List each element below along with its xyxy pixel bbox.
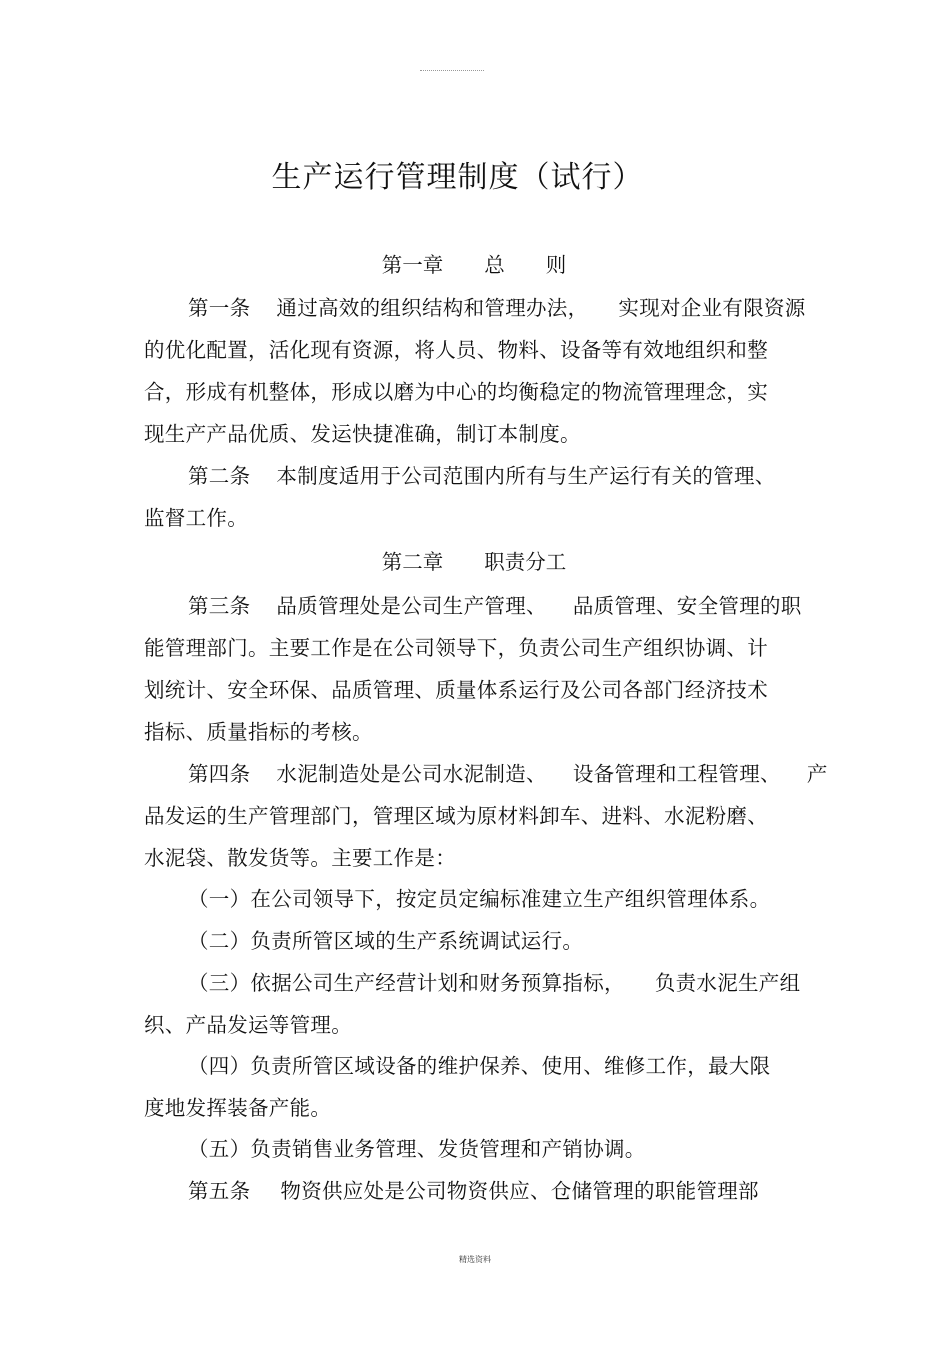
article-1-line-2: 的优化配置，活化现有资源，将人员、物料、设备等有效地组织和整 [144,338,768,362]
article-1-label: 第一条 [188,296,251,320]
article-4-label: 第四条 [188,762,251,786]
page-footer: 精选资料 [459,1255,491,1264]
article-3-label: 第三条 [188,594,251,618]
article-4-line-2: 品发运的生产管理部门，管理区域为原材料卸车、进料、水泥粉磨、 [144,804,768,828]
item-3-line-2: 织、产品发运等管理。 [144,1013,352,1037]
chapter-2-heading: 第二章 职责分工 [381,550,567,574]
document-title: 生产运行管理制度（试行） [271,160,644,195]
header-divider [420,70,484,71]
item-1: （一）在公司领导下，按定员定编标准建立生产组织管理体系。 [188,887,771,911]
item-2: （二）负责所管区域的生产系统调试运行。 [188,929,584,953]
article-2-line-1: 第二条 本制度适用于公司范围内所有与生产运行有关的管理、 [188,464,776,488]
article-3-line-1: 第三条 品质管理处是公司生产管理、 品质管理、安全管理的职 [188,594,802,618]
item-4-line-2: 度地发挥装备产能。 [144,1096,332,1120]
article-5-label: 第五条 [188,1179,251,1203]
article-2-label: 第二条 [188,464,251,488]
article-2-line-2: 监督工作。 [144,506,248,530]
article-1-line-3: 合，形成有机整体，形成以磨为中心的均衡稳定的物流管理理念，实 [144,380,768,404]
item-5: （五）负责销售业务管理、发货管理和产销协调。 [188,1137,646,1161]
article-3-line-2: 能管理部门。主要工作是在公司领导下，负责公司生产组织协调、计 [144,636,768,660]
article-4-line-3: 水泥袋、散发货等。主要工作是： [144,846,456,870]
article-1-line-4: 现生产产品优质、发运快捷准确，制订本制度。 [144,422,581,446]
article-4-line-1: 第四条 水泥制造处是公司水泥制造、 设备管理和工程管理、 产 [188,762,828,786]
article-1-line-1: 第一条 通过高效的组织结构和管理办法， 实现对企业有限资源 [188,296,806,320]
article-3-line-3: 划统计、安全环保、品质管理、质量体系运行及公司各部门经济技术 [144,678,768,702]
item-3-line-1: （三）依据公司生产经营计划和财务预算指标， 负责水泥生产组 [188,971,801,995]
item-4-line-1: （四）负责所管区域设备的维护保养、使用、维修工作，最大限 [188,1054,771,1078]
article-5-line-1: 第五条 物资供应处是公司物资供应、仓储管理的职能管理部 [188,1179,759,1203]
chapter-1-heading: 第一章 总 则 [381,253,567,277]
article-3-line-4: 指标、质量指标的考核。 [144,720,373,744]
